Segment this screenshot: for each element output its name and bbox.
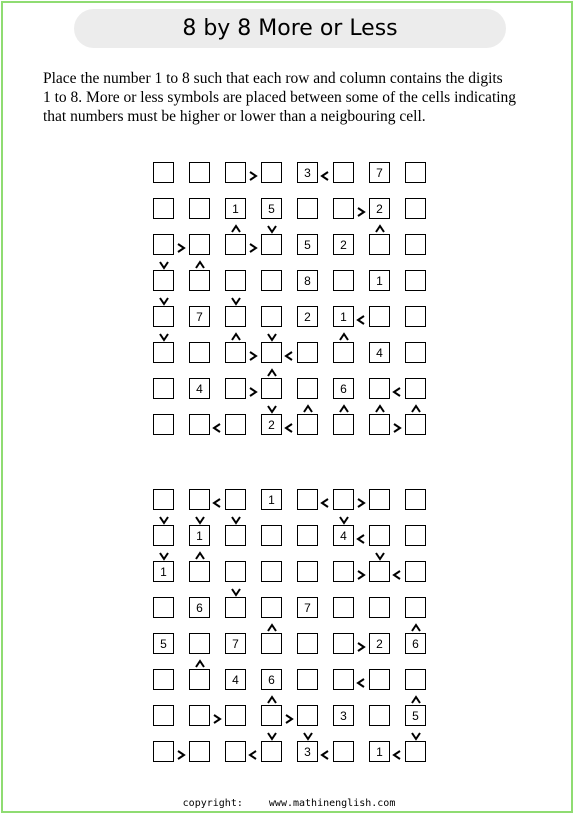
empty-cell[interactable] xyxy=(225,705,246,726)
chevron-left-icon xyxy=(320,747,330,757)
empty-cell[interactable] xyxy=(405,561,426,582)
chevron-left-icon xyxy=(212,495,222,505)
given-cell: 3 xyxy=(333,705,354,726)
empty-cell[interactable] xyxy=(153,669,174,690)
given-cell: 2 xyxy=(297,306,318,327)
given-cell: 7 xyxy=(297,597,318,618)
empty-cell[interactable] xyxy=(405,525,426,546)
given-cell: 8 xyxy=(297,270,318,291)
given-cell: 6 xyxy=(261,669,282,690)
instruction-line: that numbers must be higher or lower than a neigbouring cell. xyxy=(43,108,426,125)
chevron-down-icon xyxy=(231,584,241,594)
chevron-down-icon xyxy=(375,548,385,558)
empty-cell[interactable] xyxy=(297,669,318,690)
instruction-line: 1 to 8. More or less symbols are placed between some of the cells indicating xyxy=(43,89,517,106)
empty-cell[interactable] xyxy=(189,669,210,690)
chevron-down-icon xyxy=(195,512,205,522)
empty-cell[interactable] xyxy=(405,741,426,762)
given-cell: 1 xyxy=(333,306,354,327)
chevron-up-icon xyxy=(267,692,277,702)
chevron-right-icon xyxy=(356,567,366,577)
chevron-right-icon xyxy=(212,711,222,721)
website-link[interactable]: www.mathinenglish.com xyxy=(268,798,396,809)
empty-cell[interactable] xyxy=(333,489,354,510)
empty-cell[interactable] xyxy=(369,561,390,582)
chevron-down-icon xyxy=(159,512,169,522)
chevron-down-icon xyxy=(231,512,241,522)
given-cell: 2 xyxy=(369,198,390,219)
empty-cell[interactable] xyxy=(333,669,354,690)
given-cell: 7 xyxy=(189,306,210,327)
empty-cell[interactable] xyxy=(189,561,210,582)
chevron-down-icon xyxy=(159,548,169,558)
given-cell: 7 xyxy=(225,633,246,654)
chevron-up-icon xyxy=(411,620,421,630)
given-cell: 6 xyxy=(405,633,426,654)
empty-cell[interactable] xyxy=(225,525,246,546)
empty-cell[interactable] xyxy=(405,597,426,618)
empty-cell[interactable] xyxy=(297,561,318,582)
empty-cell[interactable] xyxy=(297,705,318,726)
page-title: 8 by 8 More or Less xyxy=(182,16,398,41)
given-cell: 3 xyxy=(297,162,318,183)
chevron-up-icon xyxy=(267,620,277,630)
empty-cell[interactable] xyxy=(153,741,174,762)
empty-cell[interactable] xyxy=(297,525,318,546)
empty-cell[interactable] xyxy=(369,489,390,510)
given-cell: 1 xyxy=(369,741,390,762)
given-cell: 5 xyxy=(405,705,426,726)
empty-cell[interactable] xyxy=(369,597,390,618)
empty-cell[interactable] xyxy=(189,633,210,654)
given-cell: 1 xyxy=(153,561,174,582)
empty-cell[interactable] xyxy=(153,705,174,726)
chevron-up-icon xyxy=(195,656,205,666)
empty-cell[interactable] xyxy=(261,705,282,726)
chevron-left-icon xyxy=(320,495,330,505)
empty-cell[interactable] xyxy=(405,669,426,690)
chevron-down-icon xyxy=(411,728,421,738)
given-cell: 1 xyxy=(369,270,390,291)
given-cell: 4 xyxy=(333,525,354,546)
given-cell: 4 xyxy=(225,669,246,690)
chevron-up-icon xyxy=(195,548,205,558)
given-cell: 1 xyxy=(261,489,282,510)
instruction-line: Place the number 1 to 8 such that each row and column contains the digits xyxy=(43,70,503,87)
chevron-left-icon xyxy=(356,675,366,685)
given-cell: 7 xyxy=(369,162,390,183)
chevron-right-icon xyxy=(176,747,186,757)
empty-cell[interactable] xyxy=(297,633,318,654)
empty-cell[interactable] xyxy=(225,561,246,582)
chevron-down-icon xyxy=(339,512,349,522)
empty-cell[interactable] xyxy=(225,597,246,618)
empty-cell[interactable] xyxy=(225,489,246,510)
empty-cell[interactable] xyxy=(261,633,282,654)
given-cell: 1 xyxy=(225,198,246,219)
empty-cell[interactable] xyxy=(153,525,174,546)
empty-cell[interactable] xyxy=(297,489,318,510)
chevron-left-icon xyxy=(392,747,402,757)
copyright-label: copyright: xyxy=(182,798,243,809)
chevron-left-icon xyxy=(392,567,402,577)
given-cell: 4 xyxy=(189,378,210,399)
empty-cell[interactable] xyxy=(153,489,174,510)
given-cell: 2 xyxy=(261,414,282,435)
chevron-up-icon xyxy=(411,692,421,702)
empty-cell[interactable] xyxy=(333,741,354,762)
empty-cell[interactable] xyxy=(189,705,210,726)
empty-cell[interactable] xyxy=(153,597,174,618)
empty-cell[interactable] xyxy=(333,561,354,582)
empty-cell[interactable] xyxy=(369,669,390,690)
given-cell: 3 xyxy=(297,741,318,762)
empty-cell[interactable] xyxy=(189,489,210,510)
given-cell: 5 xyxy=(153,633,174,654)
chevron-right-icon xyxy=(356,495,366,505)
empty-cell[interactable] xyxy=(261,561,282,582)
chevron-left-icon xyxy=(248,747,258,757)
given-cell: 5 xyxy=(261,198,282,219)
footer xyxy=(0,798,578,809)
given-cell: 6 xyxy=(333,378,354,399)
given-cell: 2 xyxy=(369,633,390,654)
empty-cell[interactable] xyxy=(189,741,210,762)
chevron-down-icon xyxy=(267,728,277,738)
empty-cell[interactable] xyxy=(369,525,390,546)
given-cell: 6 xyxy=(189,597,210,618)
given-cell: 4 xyxy=(369,342,390,363)
empty-cell[interactable] xyxy=(369,705,390,726)
empty-cell[interactable] xyxy=(261,525,282,546)
empty-cell[interactable] xyxy=(225,741,246,762)
given-cell: 5 xyxy=(297,234,318,255)
chevron-right-icon xyxy=(356,639,366,649)
empty-cell[interactable] xyxy=(333,597,354,618)
empty-cell[interactable] xyxy=(261,597,282,618)
empty-cell[interactable] xyxy=(261,741,282,762)
empty-cell[interactable] xyxy=(333,633,354,654)
given-cell: 1 xyxy=(189,525,210,546)
chevron-right-icon xyxy=(284,711,294,721)
given-cell: 2 xyxy=(333,234,354,255)
chevron-left-icon xyxy=(356,531,366,541)
empty-cell[interactable] xyxy=(405,489,426,510)
chevron-down-icon xyxy=(303,728,313,738)
